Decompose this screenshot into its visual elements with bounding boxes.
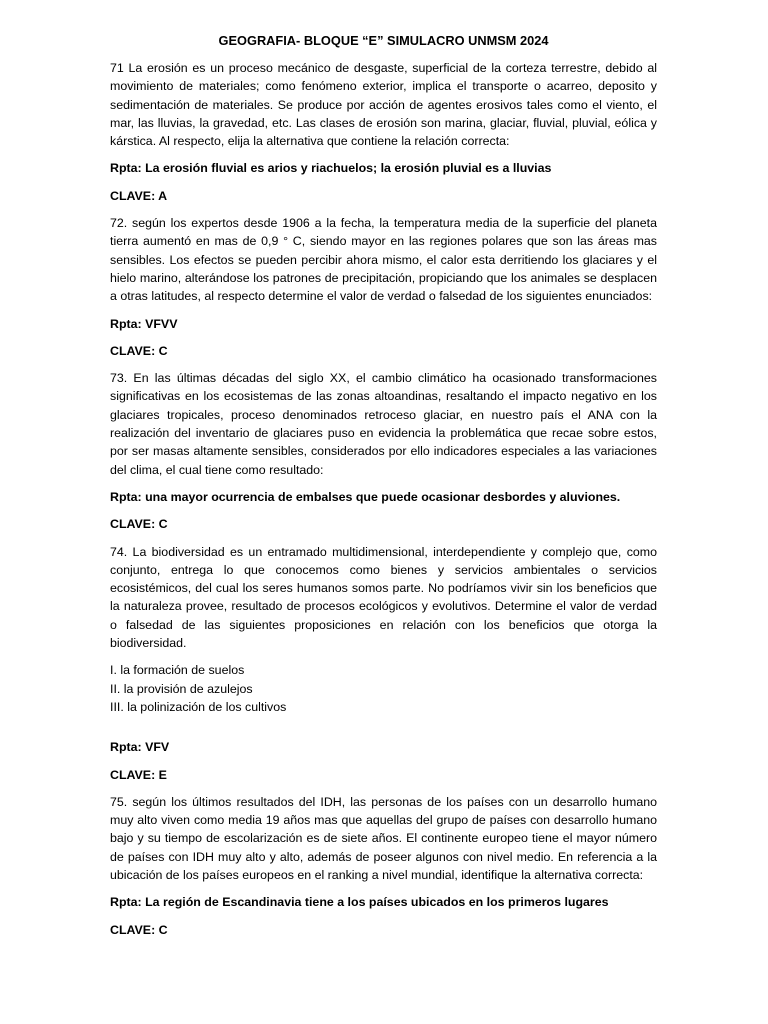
question-75-text: 75. según los últimos resultados del IDH, las personas de los países con un desarrollo humano muy alto viven como media 19 años mas que aquellas del grupo de países con desarrollo humano bajo y su tiempo de escolarización es de siete años. El continente europeo tiene el mayor número de países con IDH muy alto y alto, además de poseer algunos con nivel medio. En referencia a la ubicación de los países europeos en el ranking a nivel mundial, identifique la alternativa correcta:: [110, 794, 657, 882]
question-74-answer: Rpta: VFV: [110, 740, 170, 755]
document-title: GEOGRAFIA- BLOQUE “E” SIMULACRO UNMSM 2024: [218, 33, 549, 48]
question-71-answer: Rpta: La erosión fluvial es arios y riachuelos; la erosión pluvial es a lluvias: [110, 161, 552, 176]
question-75-key: CLAVE: C: [110, 922, 168, 937]
question-74-text: 74. La biodiversidad es un entramado multidimensional, interdependiente y complejo que, como conjunto, entrega lo que conocemos como bienes y servicios ambientales o servicios ecosistémicos, del cual los seres humanos somos parte. No podríamos vivir sin los beneficios que la naturaleza provee, resultado de procesos ecológicos y evolutivos. Determine el valor de verdad o falsedad de las siguientes proposiciones en relación con los beneficios que otorga la biodiversidad.: [110, 544, 657, 651]
question-74-key: CLAVE: E: [110, 767, 167, 782]
question-74-statements: [110, 661, 657, 716]
question-73-key: CLAVE: C: [110, 517, 168, 532]
question-72-text: 72. según los expertos desde 1906 a la fecha, la temperatura media de la superficie del planeta tierra aumentó en mas de 0,9 ° C, siendo mayor en las regiones polares que son las áreas mas sensibles. Los efectos se pueden percibir ahora mismo, el calor esta derritiendo los glaciares y el hielo marino, alterándose los patrones de precipitación, propiciando que los animales se desplacen a otras latitudes, al respecto determine el valor de verdad o falsedad de los siguientes enunciados:: [110, 216, 657, 304]
question-73-text: 73. En las últimas décadas del siglo XX, el cambio climático ha ocasionado transformaciones significativas en los ecosistemas de las zonas altoandinas, resaltando el impacto negativo en los glaciares tropicales, proceso denominados retroceso glaciar, en nuestro país el ANA con la realización del inventario de glaciares puso en evidencia la problemática que recae sobre estos, por ser masas altamente sensibles, considerados por ello indicadores especiales a las variaciones del clima, el cual tiene como resultado:: [110, 371, 657, 477]
question-72-answer: Rpta: VFVV: [110, 316, 178, 331]
statement-item: I. la formación de suelos: [110, 663, 245, 678]
question-75-answer: Rpta: La región de Escandinavia tiene a los países ubicados en los primeros lugares: [110, 895, 609, 910]
statement-item: II. la provisión de azulejos: [110, 681, 253, 696]
question-72-key: CLAVE: C: [110, 343, 168, 358]
question-73-answer: Rpta: una mayor ocurrencia de embalses que puede ocasionar desbordes y aluviones.: [110, 489, 621, 504]
question-71-key: CLAVE: A: [110, 188, 168, 203]
statement-item: III. la polinización de los cultivos: [110, 699, 287, 714]
question-71-text: 71 La erosión es un proceso mecánico de desgaste, superficial de la corteza terrestre, debido al movimiento de materiales; como fenómeno exterior, implica el transporte o acarreo, deposito y sedimentación de materiales. Se produce por acción de agentes erosivos tales como el viento, el mar, las lluvias, la gravedad, etc. Las clases de erosión son marina, glaciar, fluvial, pluvial, eólica y kárstica. Al respecto, elija la alternativa que contiene la relación correcta:: [110, 61, 657, 149]
